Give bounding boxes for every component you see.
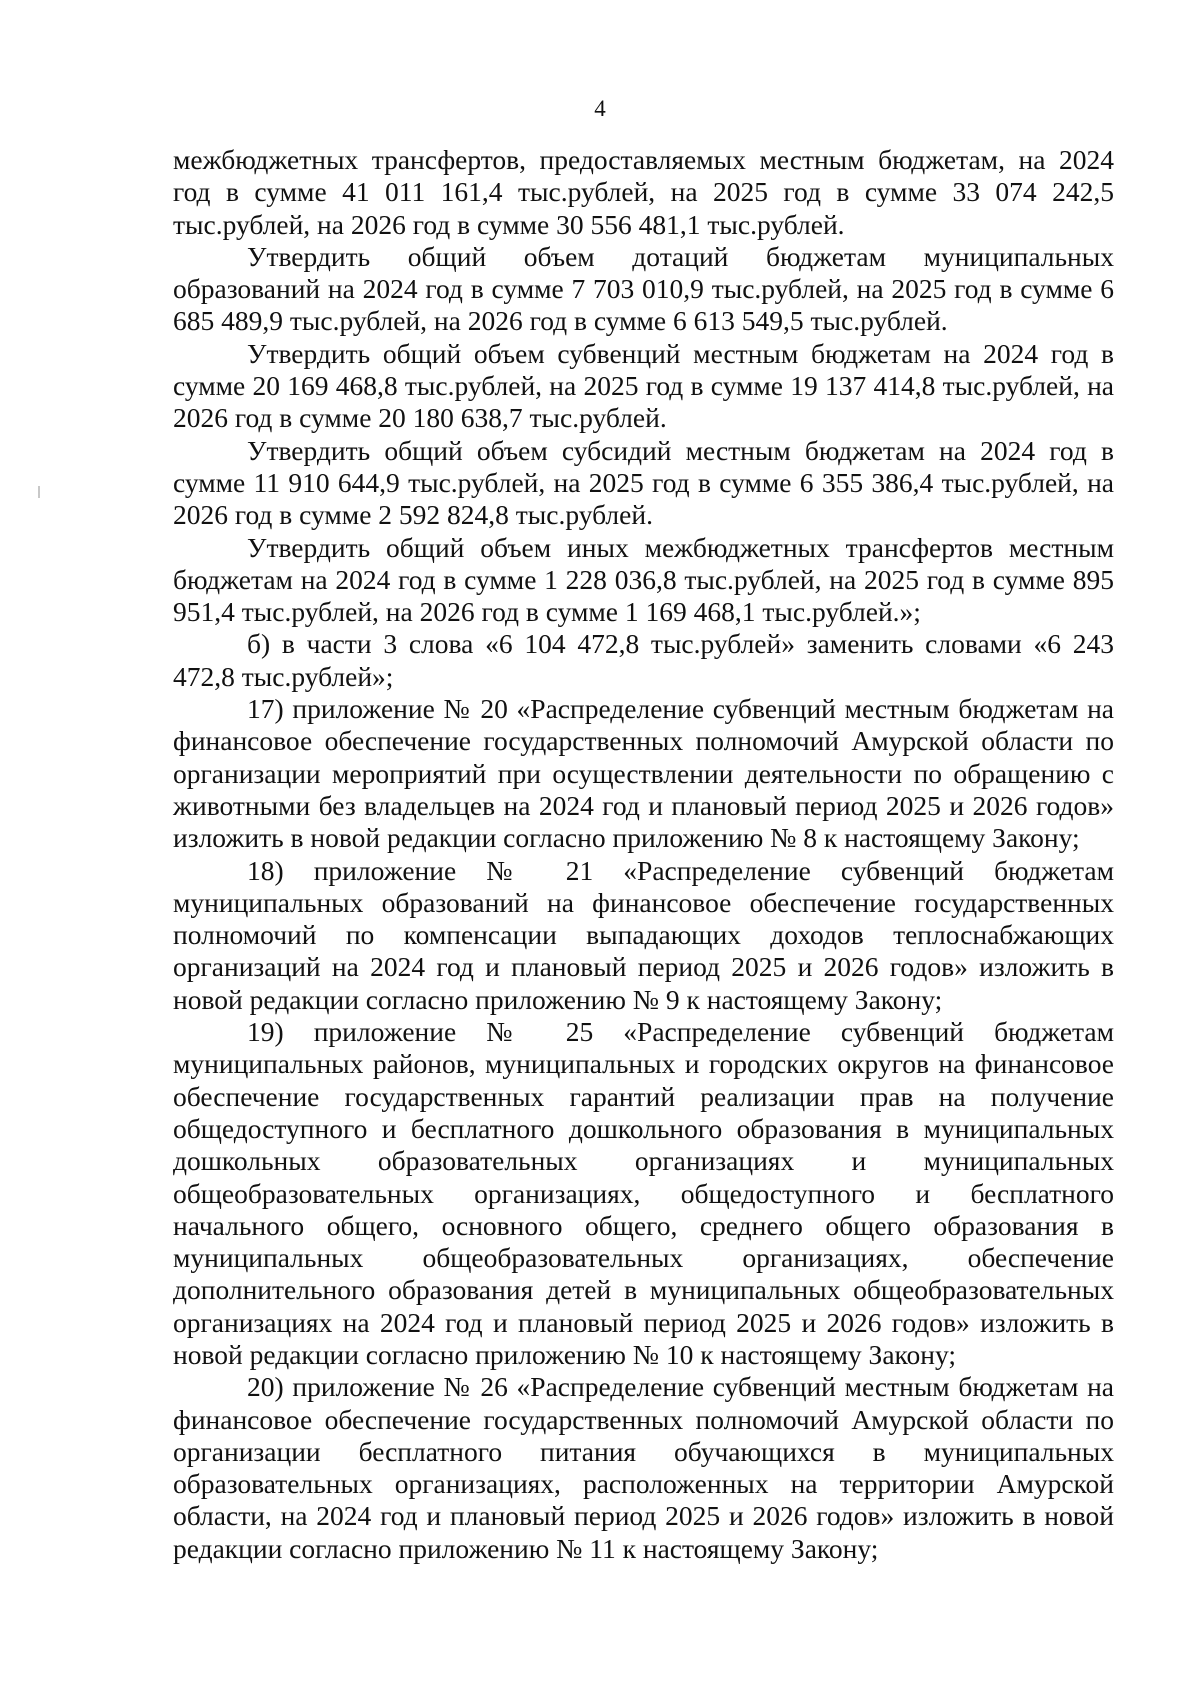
paragraph-item-19: 19) приложение № 25 «Распределение субвенций бюджетам муниципальных районов, муниципальных и городских округов на финансовое обеспечение государственных гарантий реализации прав на получение общедоступного и бесплатного дошкольного образования в муниципальных дошкольных образовательных организациях и муниципальных общеобразовательных организациях, общедоступного и бесплатного начального общего, основного общего, среднего общего образования в муниципальных общеобразовательных организациях, обеспечение дополнительного образования детей в муниципальных общеобразовательных организациях на 2024 год и плановый период 2025 и 2026 годов» изложить в новой редакции согласно приложению № 10 к настоящему Закону; bbox=[173, 1016, 1114, 1370]
paragraph-part-3-amendment: б) в части 3 слова «6 104 472,8 тыс.рублей» заменить словами «6 243 472,8 тыс.рублей»; bbox=[173, 628, 1114, 692]
paragraph-other-transfers: Утвердить общий объем иных межбюджетных трансфертов местным бюджетам на 2024 год в сумме 1 228 036,8 тыс.рублей, на 2025 год в сумме 895 951,4 тыс.рублей, на 2026 год в сумме 1 169 468,1 тыс.рублей.»; bbox=[173, 531, 1114, 628]
page-number: 4 bbox=[594, 96, 606, 121]
paragraph-intertransfers-continuation: межбюджетных трансфертов, предоставляемых местным бюджетам, на 2024 год в сумме 41 011 161,4 тыс.рублей, на 2025 год в сумме 33 074 242,5 тыс.рублей, на 2026 год в сумме 30 556 481,1 тыс.рублей. bbox=[173, 144, 1114, 240]
scan-artifact-mark bbox=[38, 486, 40, 498]
paragraph-subsidies-dotations: Утвердить общий объем дотаций бюджетам муниципальных образований на 2024 год в сумме 7 703 010,9 тыс.рублей, на 2025 год в сумме 6 685 489,9 тыс.рублей, на 2026 год в сумме 6 613 549,5 тыс.рублей. bbox=[173, 240, 1114, 337]
paragraph-item-17: 17) приложение № 20 «Распределение субвенций местным бюджетам на финансовое обеспечение государственных полномочий Амурской области по организации мероприятий при осуществлении деятельности по обращению с животными без владельцев на 2024 год и плановый период 2025 и 2026 годов» изложить в новой редакции согласно приложению № 8 к настоящему Закону; bbox=[173, 693, 1114, 854]
paragraph-subsidies: Утвердить общий объем субсидий местным бюджетам на 2024 год в сумме 11 910 644,9 тыс.рублей, на 2025 год в сумме 6 355 386,4 тыс.рублей, на 2026 год в сумме 2 592 824,8 тыс.рублей. bbox=[173, 434, 1114, 531]
document-body bbox=[173, 144, 1114, 1565]
paragraph-item-18: 18) приложение № 21 «Распределение субвенций бюджетам муниципальных образований на финансовое обеспечение государственных полномочий по компенсации выпадающих доходов теплоснабжающих организаций на 2024 год и плановый период 2025 и 2026 годов» изложить в новой редакции согласно приложению № 9 к настоящему Закону; bbox=[173, 854, 1114, 1015]
paragraph-item-20: 20) приложение № 26 «Распределение субвенций местным бюджетам на финансовое обеспечение государственных полномочий Амурской области по организации бесплатного питания обучающихся в муниципальных образовательных организациях, расположенных на территории Амурской области, на 2024 год и плановый период 2025 и 2026 годов» изложить в новой редакции согласно приложению № 11 к настоящему Закону; bbox=[173, 1371, 1114, 1564]
paragraph-subventions: Утвердить общий объем субвенций местным бюджетам на 2024 год в сумме 20 169 468,8 тыс.рублей, на 2025 год в сумме 19 137 414,8 тыс.рублей, на 2026 год в сумме 20 180 638,7 тыс.рублей. bbox=[173, 337, 1114, 434]
